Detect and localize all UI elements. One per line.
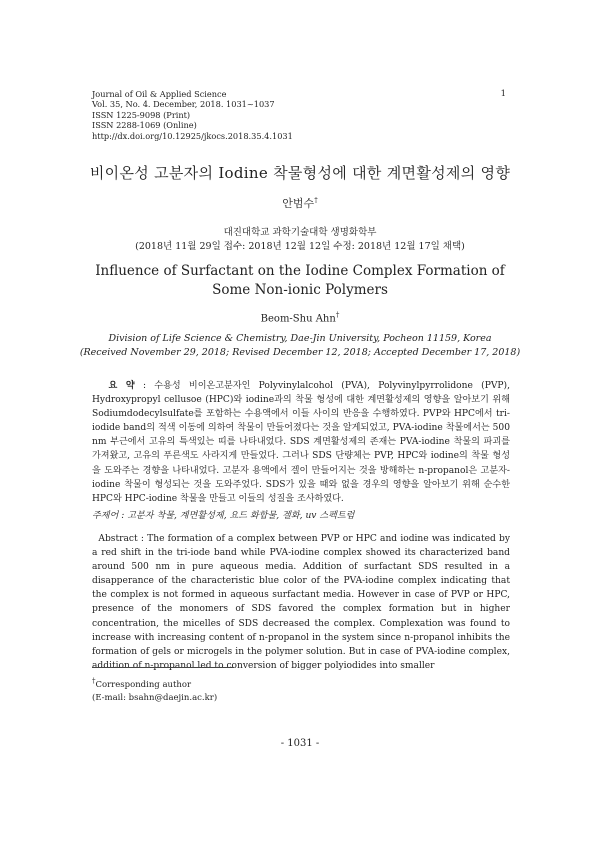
- korean-title: 비이온성 고분자의 Iodine 착물형성에 대한 계면활성제의 영향: [89, 164, 511, 182]
- corresponding-label: Corresponding author: [95, 679, 192, 690]
- english-abstract: [92, 532, 510, 673]
- english-abstract-label: Abstract: [98, 534, 138, 544]
- dagger-mark: †: [314, 196, 318, 205]
- issn-print: ISSN 1225-9098 (Print): [92, 109, 191, 120]
- footnote: [92, 675, 217, 706]
- korean-dates: (2018년 11월 29일 접수: 2018년 12월 12일 수정: 2018년 12월 17일 채택): [135, 241, 465, 252]
- dagger-mark: †: [335, 311, 340, 319]
- english-affiliation-block: [0, 332, 600, 360]
- dagger-mark: †: [92, 677, 96, 685]
- english-title: [0, 262, 600, 300]
- corresponding-author: [92, 675, 217, 692]
- english-title-line1: Influence of Surfactant on the Iodine Complex Formation of: [95, 263, 505, 279]
- english-title-line2: Some Non-ionic Polymers: [212, 282, 388, 298]
- korean-abstract-label: 요 약: [108, 380, 135, 391]
- korean-author-name: 안범수: [282, 197, 315, 210]
- english-affiliation: Division of Life Science & Chemistry, Dae-Jin University, Pocheon 11159, Korea: [108, 333, 492, 344]
- english-author: [0, 311, 600, 324]
- volume-line: Vol. 35, No. 4. December, 2018. 1031~1037: [92, 99, 275, 110]
- korean-keywords: 주제어 : 고분자 착물, 계면활성제, 요드 화합물, 겔화, uv 스펙트럼: [92, 511, 355, 521]
- doi-link[interactable]: http://dx.doi.org/10.12925/jkocs.2018.35.4.1031: [92, 130, 293, 141]
- english-dates: (Received November 29, 2018; Revised December 12, 2018; Accepted December 17, 2018): [79, 347, 521, 358]
- english-author-name: Beom-Shu Ahn: [260, 313, 336, 325]
- korean-author: [0, 195, 600, 211]
- page-number-bottom: - 1031 -: [280, 738, 320, 749]
- page-number-top: 1: [500, 89, 506, 99]
- journal-header: [92, 89, 293, 141]
- korean-abstract: [92, 379, 510, 506]
- korean-affiliation: 대진대학교 과학기술대학 생명화학부: [223, 227, 377, 238]
- issn-online: ISSN 2288-1069 (Online): [92, 120, 197, 131]
- journal-name: Journal of Oil & Applied Science: [92, 89, 227, 99]
- footnote-rule: [92, 667, 234, 668]
- email: (E-mail: bsahn@daejin.ac.kr): [92, 693, 218, 704]
- english-abstract-text: : The formation of a complex between PVP or HPC and iodine was indicated by a red shift in the tri-iode band while PVA-iodine complex showed its characterized band around 500 nm in pure aqueous media. Addition of surfactant SDS resulted in a disapperance of the characteristic blue color of the PVA-iodine complex indicating that the complex is not formed in aqueous surfactant media. However in case of PVP or HPC, presence of the monomers of SDS favored the complex formation but in higher concentration, the micelles of SDS decreased the complex. Complexation was found to increase with increasing content of n-propanol in the system since n-propanol inhibits the formation of gels or microgels in the polymer solution. But in case of PVA-iodine complex, addition of n-propanol led to conversion of bigger polyiodides into smaller: [92, 534, 510, 671]
- korean-abstract-text: : 수용성 비이온고분자인 Polyvinylalcohol (PVA), Polyvinylpyrrolidone (PVP), Hydroxypropyl cellusoe (HPC)와 iodine과의 착물 형성에 대한 계면활성제의 영향을 알아보기 위해 Sodiumdodecylsulfate를 포함하는 수용액에서 이들 사이의 반응을 수행하였다. PVP와 HPC에서 tri-iodide band의 적색 이동에 의하여 착물이 만들어졌다는 것을 알게되었고, PVA-iodine 착물에서는 500 nm 부근에서 고유의 특색있는 띠를 나타내었다. SDS 계면활성제의 존재는 PVA-iodine 착물의 파괴를 가져왔고, 고유의 푸른색도 사라지게 만들었다. 그러나 SDS 단량체는 PVP, HPC와 iodine의 착물 형성을 도와주는 경향을 나타내었다. 고분자 용액에서 겔이 만들어지는 것을 방해하는 n-propanol은 고분자-iodine 착물이 형성되는 것을 도와주었다. SDS가 있을 때와 없을 경우의 영향을 알아보기 위해 순수한 HPC와 HPC-iodine 착물을 만들고 이들의 성질을 조사하였다.: [92, 381, 510, 504]
